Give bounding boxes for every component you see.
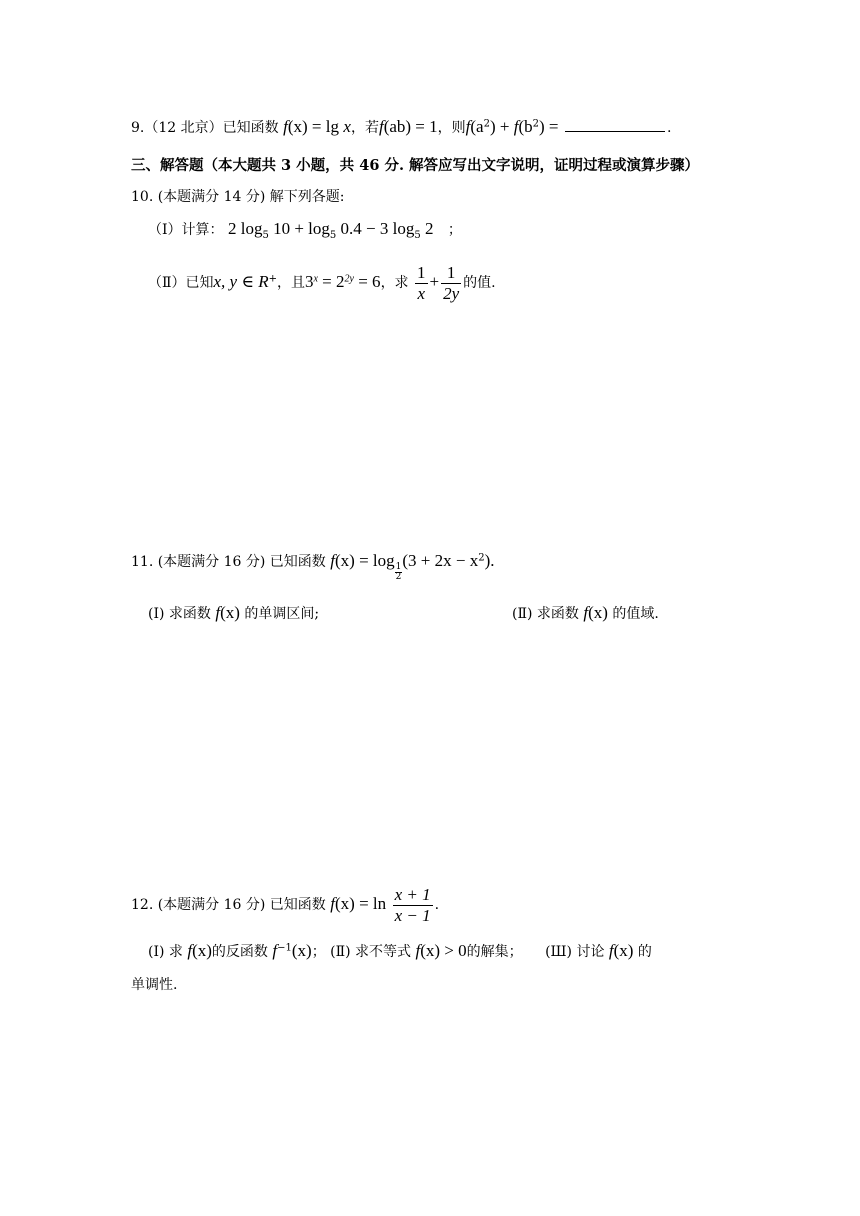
q12-parts: (Ⅰ) 求 f(x)的反函数 $f^{-1}(x)$； (Ⅱ) 求不等式 f(x) > 0的解集； (Ш) 讨论 f(x) 的 [148,941,652,960]
question-12: 12. (本题满分 16 分) 已知函数 f(x) = ln $\frac{x + 1}{x - 1}$ . [131,885,440,925]
section-heading: 三、解答题（本大题共 3 小题，共 46 分. 解答应写出文字说明，证明过程或演算步骤） [131,157,700,174]
q10-part2: （Ⅱ）已知x, y ∈ R+，且$3^x = 2^{2y} = 6$，求 $\frac{1}{x}$ + $\frac{1}{2y}$ 的值. [148,263,496,303]
q9-intro: 9.（12 北京）已知函数 [131,120,279,136]
question-9: 9.（12 北京）已知函数 f(x) = lg x，若f(ab) = 1，则$f(a^2) + f(b^2)$ = . [131,117,672,136]
q12-continuation: 单调性. [131,977,178,993]
q11-part2: (Ⅱ) 求函数 f(x) 的值域. [512,603,659,622]
log-base-fraction: $\frac{1}{2}$ [395,562,402,582]
fraction-1-over-x: $\frac{1}{x}$ [417,263,426,303]
question-10-title: 10. (本题满分 14 分) 解下列各题: [131,189,345,205]
ln-fraction: $\frac{x + 1}{x - 1}$ [394,885,431,925]
q10-part1: （Ⅰ）计算： 2 $\log_5 10 + \log_5 0.4 - 3$ $\log_5 2$ ； [148,219,462,241]
answer-blank[interactable] [565,119,665,132]
q11-part1: (Ⅰ) 求函数 f(x) 的单调区间; [148,603,320,622]
fraction-1-over-2y: $\frac{1}{2y}$ [443,263,460,303]
question-11: 11. (本题满分 16 分) 已知函数 f(x) = log $\frac{1}{2}$ $(3 + 2x - x^2)$. [131,551,495,582]
